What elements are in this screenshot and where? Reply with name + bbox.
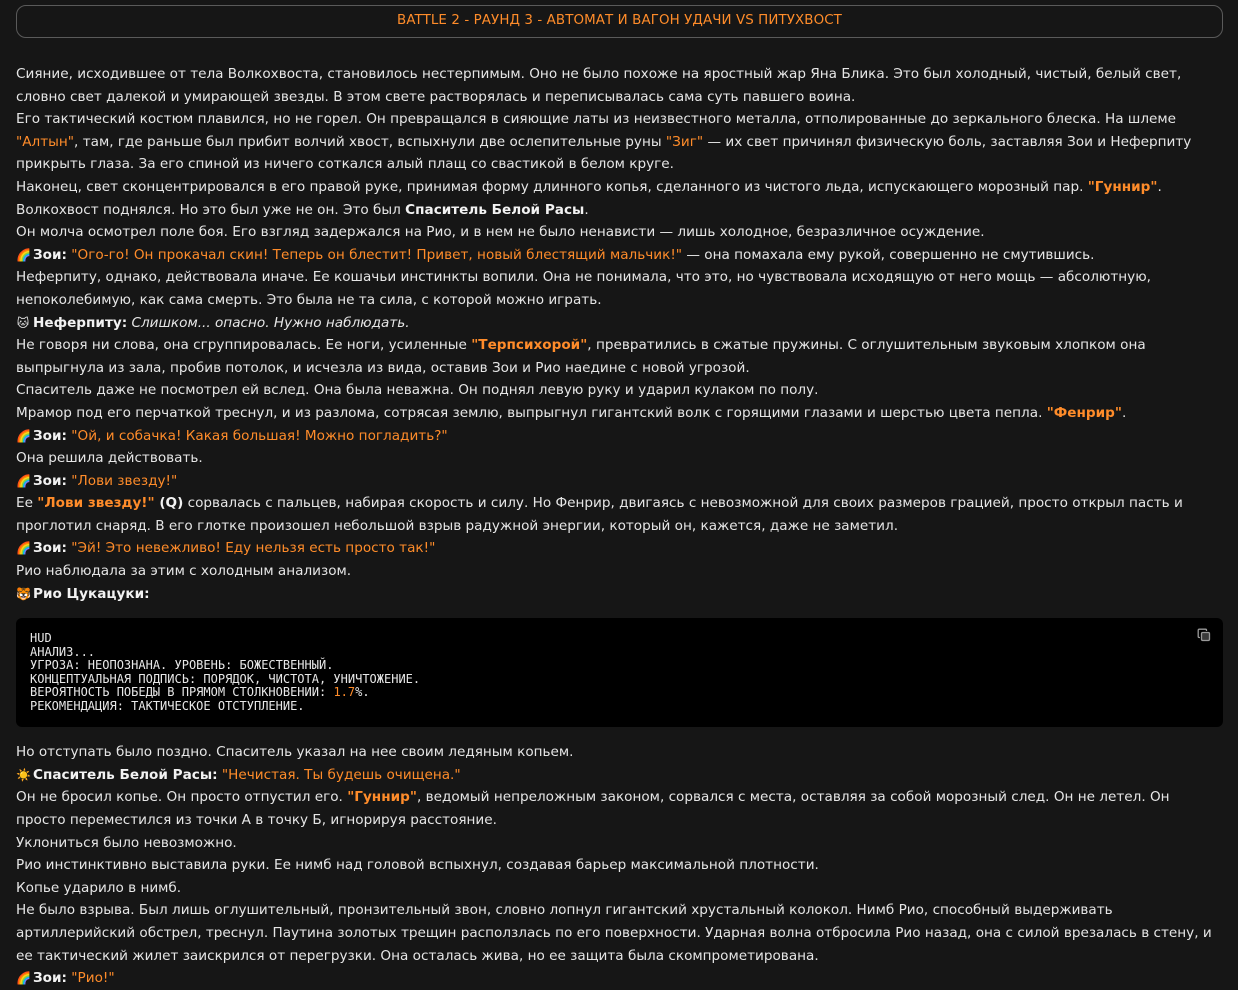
hud-line: АНАЛИЗ... (30, 644, 96, 659)
hud-line: РЕКОМЕНДАЦИЯ: ТАКТИЧЕСКОЕ ОТСТУПЛЕНИЕ. (30, 698, 305, 713)
paragraph (16, 176, 1223, 199)
text: Он молча осмотрел поле боя. Его взгляд задержался на Рио, и в нем не было ненависти — лишь холодное, безразличное осуждение. (16, 224, 985, 241)
text: Неферпиту, однако, действовала иначе. Ее кошачьи инстинкты вопили. Она не понимала, что это, но чувствовала исходящую от него мощь — абсолютную, непоколебимую, как сама смерть. Это была не та сила, с которой можно играть. (16, 269, 1151, 308)
text: Не было взрыва. Был лишь оглушительный, пронзительный звон, словно лопнул гигантский хрустальный колокол. Нимб Рио, способный выдерживать артиллерийский обстрел, треснул. Паутина золотых трещин расползлась по его поверхности. Ударная волна отбросила Рио назад, она с силой врезалась в стену, и ее тактический жилет заискрился от перегрузки. Она осталась жива, но ее защита была скомпрометирована. (16, 902, 1212, 964)
hud-line (30, 686, 1209, 700)
paragraph (16, 899, 1223, 967)
battle-title-text: BATTLE 2 - РАУНД 3 - АВТОМАТ И ВАГОН УДАЧИ VS ПИТУХВОСТ (397, 13, 842, 29)
bold-savior: Спаситель Белой Расы (405, 201, 585, 218)
text: . (1157, 178, 1162, 195)
dialogue-line (16, 425, 1223, 448)
paragraph (16, 221, 1223, 244)
speaker: Зои: (33, 472, 67, 489)
highlight-zig: "Зиг" (665, 133, 704, 150)
text: — она помахала ему рукой, совершенно не смутившись. (682, 246, 1095, 263)
paragraph (16, 832, 1223, 855)
text: Рио наблюдала за этим с холодным анализом. (16, 563, 352, 580)
paragraph (16, 492, 1223, 537)
quote: "Нечистая. Ты будешь очищена." (221, 766, 461, 783)
sun-icon: ☀️ (16, 767, 31, 782)
rainbow-icon: 🌈 (16, 247, 31, 262)
highlight-gungnir: "Гуннир" (1087, 178, 1158, 195)
highlight-gungnir: "Гуннир" (347, 789, 417, 806)
hud-line: УГРОЗА: НЕОПОЗНАНА. УРОВЕНЬ: БОЖЕСТВЕННЫЙ. (30, 658, 334, 673)
text: Спаситель даже не посмотрел ей вслед. Она была неважна. Он поднял левую руку и ударил кулаком по полу. (16, 382, 819, 399)
text: Не говоря ни слова, она сгруппировалась. Ее ноги, усиленные (16, 337, 472, 354)
paragraph (16, 560, 1223, 583)
paragraph (16, 199, 1223, 222)
rainbow-icon: 🌈 (16, 473, 31, 488)
text: Волкохвост поднялся. Но это был уже не он. Это был (16, 201, 406, 218)
dialogue-line (16, 244, 1223, 267)
dialogue-line (16, 967, 1223, 990)
speaker: Зои: (33, 427, 67, 444)
text: Мрамор под его перчаткой треснул, и из разлома, сотрясая землю, выпрыгнул гигантский волк с горящими глазами и шерстью цвета пепла. (16, 404, 1047, 421)
dialogue-line (16, 312, 1223, 335)
text: Наконец, свет сконцентрировался в его правой руке, принимая форму длинного копья, сделанного из чистого льда, испускающего морозный пар. (16, 178, 1088, 195)
quote: "Эй! Это невежливо! Еду нельзя есть просто так!" (71, 540, 436, 557)
text: Ее (16, 495, 38, 512)
dialogue-line (16, 537, 1223, 560)
paragraph (16, 741, 1223, 764)
quote: "Ого-го! Он прокачал скин! Теперь он блестит! Привет, новый блестящий мальчик!" (71, 246, 683, 263)
text: ВЕРОЯТНОСТЬ ПОБЕДЫ В ПРЯМОМ СТОЛКНОВЕНИИ: (30, 685, 334, 700)
story-text-continued (16, 741, 1223, 990)
paragraph (16, 786, 1223, 831)
text: . (584, 201, 589, 218)
text: Его тактический костюм плавился, но не горел. Он превращался в сияющие латы из неизвестного металла, отполированные до зеркального блеска. На шлеме (16, 111, 1177, 128)
paragraph (16, 266, 1223, 311)
speaker: Зои: (33, 246, 67, 263)
battle-title (16, 5, 1223, 38)
text: , ведомый непреложным законом, сорвался с места, оставляя за собой морозный след. Он не летел. Он просто переместился из точки А в точку Б, игнорируя расстояние. (16, 789, 1170, 829)
text: . (1121, 404, 1127, 421)
highlight-fenrir: "Фенрир" (1046, 404, 1122, 421)
text: , превратились в сжатые пружины. С оглушительным звуковым хлопком она выпрыгнула из зала, пробив потолок, и исчезла из вида, оставив Зои и Рио наедине с новой угрозой. (16, 337, 1146, 376)
paragraph (16, 379, 1223, 402)
highlight-altyn: "Алтын" (16, 133, 75, 150)
quote: "Рио!" (71, 970, 115, 987)
text: Уклониться было невозможно. (16, 834, 237, 851)
speaker: Неферпиту: (33, 314, 128, 331)
italic-thought: Слишком... опасно. Нужно наблюдать. (131, 314, 410, 331)
dialogue-line (16, 764, 1223, 787)
rainbow-icon: 🌈 (16, 541, 31, 556)
dialogue-line (16, 583, 1223, 606)
hud-code-block (16, 618, 1223, 727)
story-text (16, 63, 1223, 605)
text: Но отступать было поздно. Спаситель указал на нее своим ледяным копьем. (16, 744, 574, 761)
quote: "Лови звезду!" (71, 472, 178, 489)
hud-number: 1.7 (333, 685, 356, 700)
copy-icon[interactable] (1197, 628, 1211, 642)
text: Сияние, исходившее от тела Волкохвоста, становилось нестерпимым. Оно не было похоже на яростный жар Яна Блика. Это был холодный, чистый, белый свет, словно свет далекой и умирающей звезды. В этом свете растворялась и переписывалась сама суть павшего воина. (16, 66, 1182, 105)
paragraph (16, 63, 1223, 108)
dialogue-line (16, 470, 1223, 493)
bold-q: (Q) (154, 495, 184, 512)
speaker: Рио Цукацуки: (33, 585, 150, 602)
paragraph (16, 402, 1223, 425)
highlight-skill: "Лови звезду!" (37, 495, 155, 512)
tiger-icon: 🐯 (16, 586, 31, 601)
cat-icon: 🐱 (16, 315, 30, 330)
paragraph (16, 334, 1223, 379)
hud-line: КОНЦЕПТУАЛЬНАЯ ПОДПИСЬ: ПОРЯДОК, ЧИСТОТА, УНИЧТОЖЕНИЕ. (30, 671, 421, 686)
rainbow-icon: 🌈 (16, 428, 31, 443)
paragraph (16, 108, 1223, 176)
text: Копье ударило в нимб. (16, 879, 182, 896)
paragraph (16, 854, 1223, 877)
paragraph (16, 877, 1223, 900)
text: Он не бросил копье. Он просто отпустил его. (16, 789, 348, 806)
text: , там, где раньше был прибит волчий хвост, вспыхнули две ослепительные руны (74, 133, 666, 150)
highlight-terpsichore: "Терпсихорой" (471, 337, 588, 354)
paragraph (16, 447, 1223, 470)
speaker: Зои: (33, 970, 67, 987)
text: %. (355, 685, 370, 700)
hud-line: HUD (30, 631, 52, 646)
speaker: Зои: (33, 540, 67, 557)
text: Рио инстинктивно выставила руки. Ее нимб над головой вспыхнул, создавая барьер максимальной плотности. (16, 857, 819, 874)
text: сорвалась с пальцев, набирая скорость и силу. Но Фенрир, двигаясь с невозможной для своих размеров грацией, просто открыл пасть и проглотил снаряд. В его глотке произошел небольшой взрыв радужной энергии, который он, кажется, даже не заметил. (16, 495, 1183, 534)
rainbow-icon: 🌈 (16, 971, 31, 986)
text: — их свет причинял физическую боль, заставляя Зои и Неферпиту прикрыть глаза. За его спиной из ничего соткался алый плащ со свастикой в белом круге. (16, 133, 1192, 173)
speaker: Спаситель Белой Расы: (33, 766, 218, 783)
text: Она решила действовать. (16, 450, 203, 467)
quote: "Ой, и собачка! Какая большая! Можно погладить?" (71, 427, 448, 444)
